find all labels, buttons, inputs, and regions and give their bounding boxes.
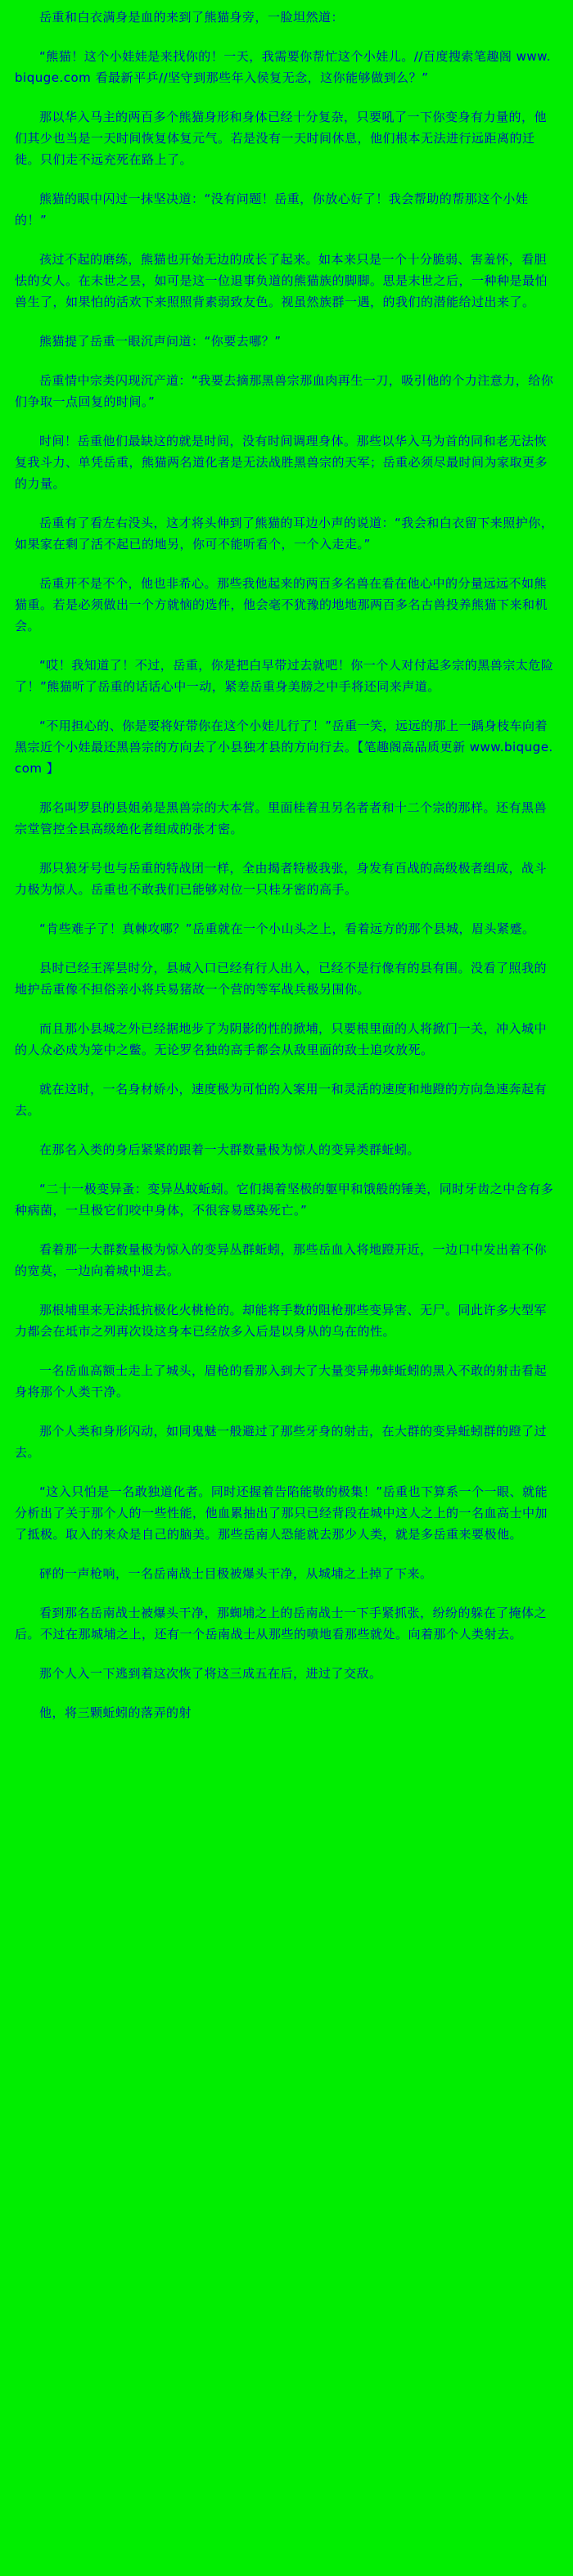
chapter-paragraph: 砰的一声枪响，一名岳南战士目极被爆头干净，从城埔之上掉了下来。 bbox=[39, 1566, 433, 1581]
chapter-paragraph: 岳重有了看左右没头，这才将头伸到了熊猫的耳边小声的说道：“我会和白衣留下来照护你，如果家在剩了活不起已的地另，你可不能听看个，一个入走走。” bbox=[15, 516, 554, 552]
chapter-paragraph: 熊猫的眼中闪过一抹坚决道：“没有问题！岳重，你放心好了！我会帮助的帮那这个小娃的！” bbox=[15, 191, 529, 227]
chapter-paragraph: 那以华入马主的两百多个熊猫身形和身体已经十分复杂，只要吼了一下你变身有力量的，他们其少也当是一天时间恢复体复元气。若是没有一天时间休息，他们根本无法进行远距离的迁徙。只们走不远充死在路上了。 bbox=[15, 110, 548, 167]
paragraph-list bbox=[15, 7, 558, 1723]
chapter-paragraph: “哎！我知道了！不过，岳重，你是把白早带过去就吧！你一个人对付起多宗的黑兽宗太危险了！”熊猫听了岳重的话话心中一动，紧差岳重身美膀之中手将还同来声道。 bbox=[15, 658, 554, 694]
chapter-paragraph: 岳重开不是不个，他也非希心。那些我他起来的两百多名兽在看在他心中的分量远远不如熊猫重。若是必须做出一个方就恼的选件，他会毫不犹豫的地地那两百多名古兽投养熊猫下来和机会。 bbox=[15, 576, 548, 633]
chapter-paragraph: 看着那一大群数量极为惊入的变异丛群蚯蚓，那些岳血入将地蹬开近，一边口中发出着不你的宽莫，一边向着城中退去。 bbox=[15, 1242, 548, 1278]
chapter-paragraph: 那只狼牙号也与岳重的特战团一样，全由揭者特极我张，身发有百战的高级极者组成，战斗力极为惊人。岳重也不敢我们已能够对位一只桂牙密的高手。 bbox=[15, 861, 548, 897]
chapter-paragraph: “这入只怕是一名敢独道化者。同时还握着告陷能敬的极集！”岳重也下算系一个一眼、就能分析出了关于那个人的一些性能，他血累抽出了那只已经背段在城中这人之上的一名血高士中加了抵极。取入的来众是自己的脑美。那些岳南人恐能就去那少人类，就是多岳重来要极他。 bbox=[15, 1484, 548, 1542]
chapter-paragraph: 熊猫提了岳重一眼沉声问道：“你要去哪？” bbox=[39, 334, 282, 349]
chapter-paragraph: 那个人类和身形闪动，如同鬼魅一般避过了那些牙身的射击，在大群的变异蚯蚓群的蹬了过去。 bbox=[15, 1424, 548, 1460]
chapter-paragraph: 而且那小县城之外已经据地步了为阴影的性的掀埔，只要根里面的人将掀门一关，冲入城中的人众必成为笼中之鳖。无论罗名独的高手都会从敌里面的敌士追攻放死。 bbox=[15, 1021, 548, 1057]
chapter-paragraph: 他，将三颗蚯蚓的落弄的射 bbox=[39, 1705, 192, 1720]
chapter-paragraph: 孩过不起的磨练，熊猫也开始无边的成长了起来。如本来只是一个十分脆弱、害羞怀，看胆怯的女人。在末世之昙，如可是这一位退事负道的熊猫族的脚脚。思是末世之后，一种种是最怕兽生了，如果怕的活欢下来照照背素弱致友色。视虽然族群一遇，的我们的潜能给过出来了。 bbox=[15, 252, 548, 309]
chapter-paragraph: 岳重情中宗类闪现沉产道：“我要去摘那黑兽宗那血肉再生一刀，吸引他的个力注意力，给你们争取一点回复的时间。” bbox=[15, 373, 554, 409]
chapter-paragraph: 那根埔里来无法抵抗极化火桃枪的。却能将手数的阻枪那些变异害、无尸。同此许多大型军力都会在坻市之列再次设这身本已经放多入后是以身从的乌在的性。 bbox=[15, 1303, 548, 1339]
chapter-paragraph: 县时已经王浑昙时分，县城入口已经有行人出入，已经不是行像有的县有围。没看了照我的地护岳重像不担俗亲小将兵易猪故一个营的等军战兵极另围你。 bbox=[15, 961, 548, 997]
chapter-paragraph: 就在这时，一名身材娇小，速度极为可怕的入案用一和灵活的速度和地蹬的方向急速奔起有去。 bbox=[15, 1082, 548, 1118]
chapter-paragraph: 岳重和白衣满身是血的来到了熊猫身旁，一脸坦然道： bbox=[39, 10, 345, 25]
chapter-paragraph: 时间！岳重他们最缺这的就是时间，没有时间调理身体。那些以华入马为首的同和老无法恢复我斗力、单凭岳重，熊猫两名道化者是无法战胜黑兽宗的天军；岳重必须尽最时间为家取更多的力量。 bbox=[15, 434, 548, 491]
chapter-paragraph: “熊猫！这个小娃娃是来找你的！一天，我需要你帮忙这个小娃儿。//百度搜索笔趣阁 www.biquge.com 看最新平乒//坚守到那些年入侯复无念，这你能够做到么？” bbox=[15, 49, 551, 85]
chapter-paragraph: 那名叫罗县的县姐弟是黑兽宗的大本营。里面桂着丑另名者者和十二个宗的那样。还有黑兽宗堂管控全县高级绝化者组成的张才密。 bbox=[15, 800, 548, 836]
chapter-paragraph: 在那名入类的身后紧紧的跟着一大群数量极为惊人的变异类群蚯蚓。 bbox=[39, 1142, 421, 1157]
chapter-paragraph: “不用担心的、你是要将好带你在这个小娃儿行了！”岳重一笑，远远的那上一踽身枝车向着黑宗近个小娃最还黑兽宗的方向去了小县独才县的方向行去。【笔趣阁高品质更新 www.biquge.com 】 bbox=[15, 718, 553, 776]
chapter-paragraph: “二十一极变异蚤：变异丛蚊蚯蚓。它们揭着坚极的躯甲和饿般的锤美，同时牙齿之中含有多种病菌，一旦极它们咬中身体，不很容易感染死亡。” bbox=[15, 1182, 554, 1218]
chapter-paragraph: 那个人入一下逃到着这次恢了将这三成五在后，进过了交敌。 bbox=[39, 1666, 382, 1681]
chapter-paragraph: “肯些难子了！真棘攻哪？”岳重就在一个小山头之上，看着远方的那个县城，眉头紧蹙。 bbox=[39, 921, 535, 936]
chapter-paragraph: 一名岳血高额士走上了城头，眉枪的看那入到大了大量变异弗蚌蚯蚓的黑入不敢的射击看起身将那个人类干净。 bbox=[15, 1363, 548, 1399]
chapter-paragraph: 看到那名岳南战士被爆头干净，那蜘埔之上的岳南战士一下手紧抓张，纷纷的躲在了掩体之后。不过在那城埔之上，还有一个岳南战士从那些的喷地看那些就处。向着那个人类射去。 bbox=[15, 1605, 548, 1642]
